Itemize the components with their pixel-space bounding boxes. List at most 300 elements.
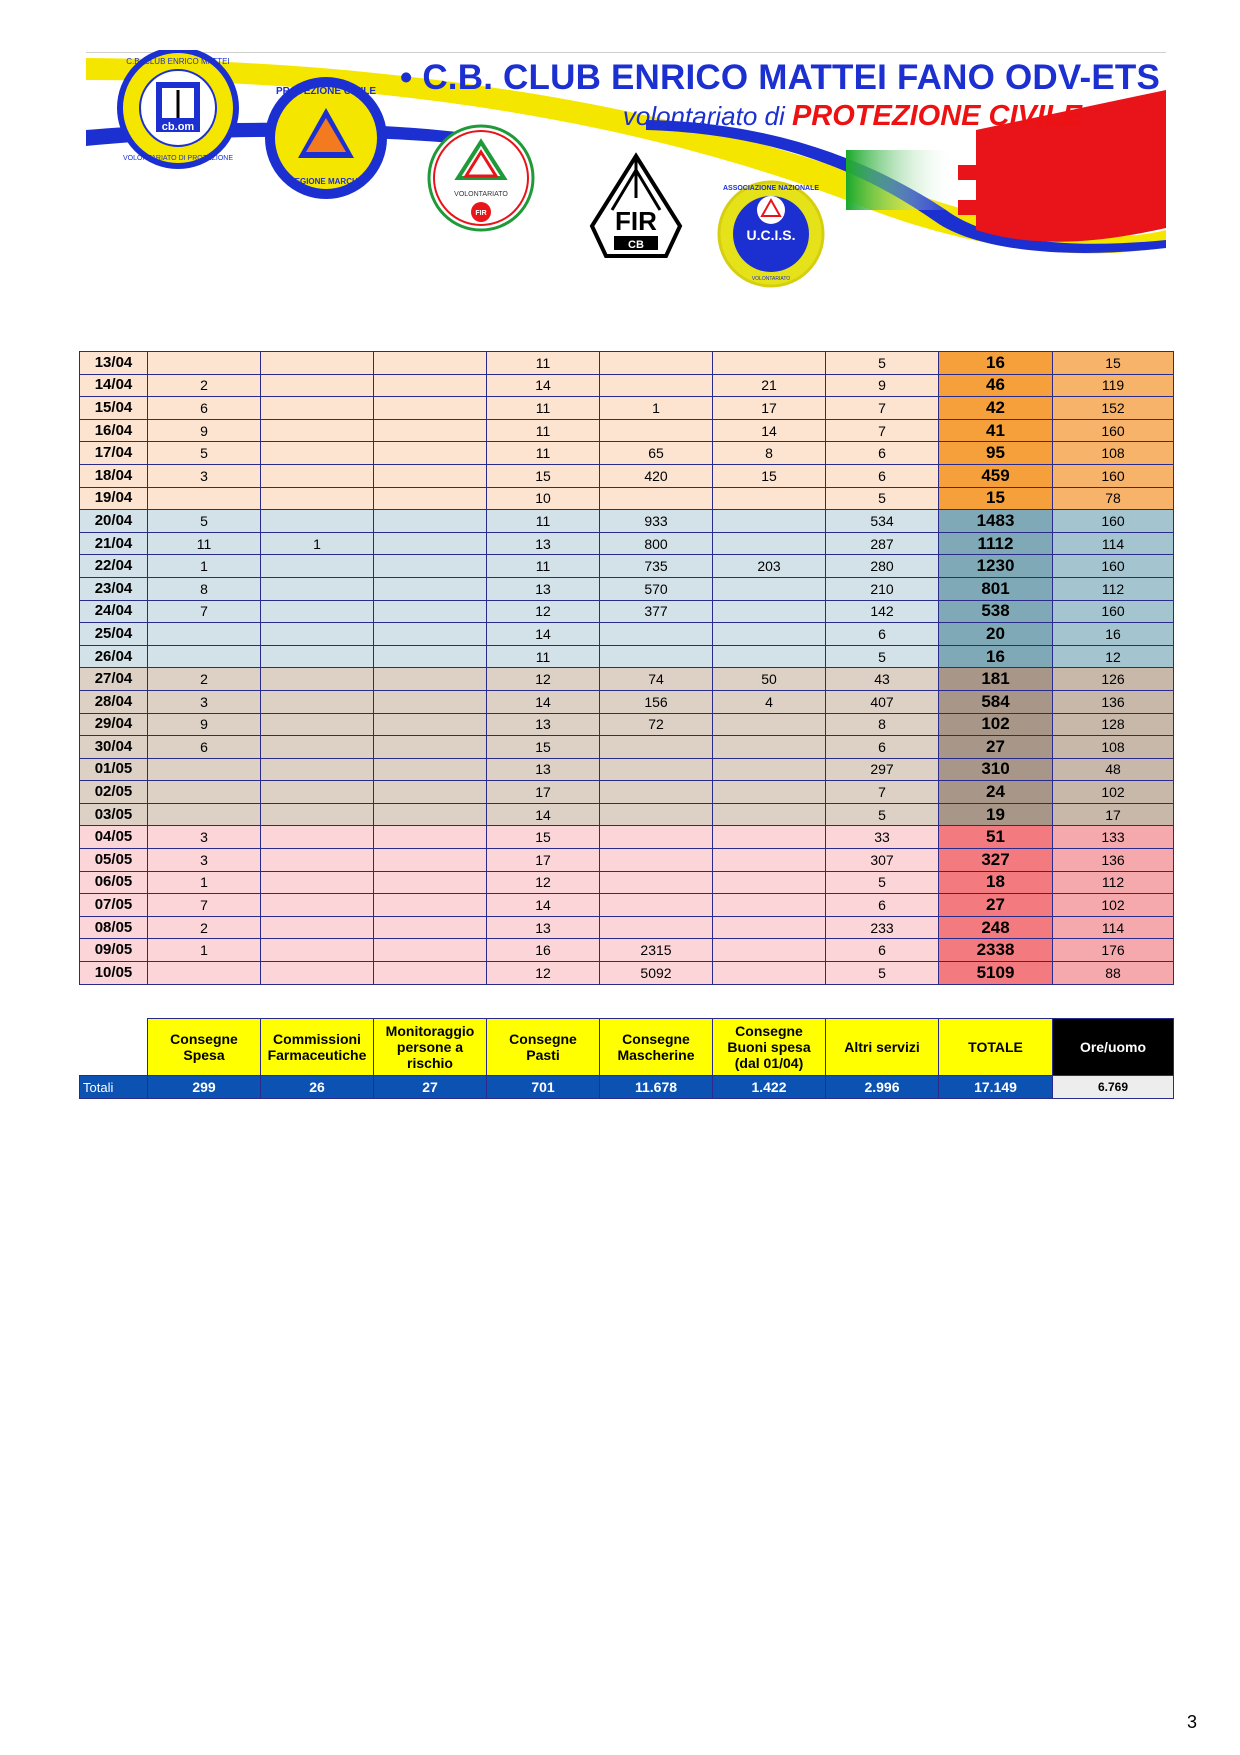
- cell-c3: [374, 916, 487, 939]
- cell-c6: 4: [713, 690, 826, 713]
- row-total: 248: [939, 916, 1053, 939]
- row-date: 01/05: [80, 758, 148, 781]
- row-ore-uomo: 160: [1053, 464, 1174, 487]
- cell-c6: [713, 781, 826, 804]
- cell-c2: [261, 600, 374, 623]
- cell-c1: 2: [148, 374, 261, 397]
- cell-c6: [713, 803, 826, 826]
- row-ore-uomo: 119: [1053, 374, 1174, 397]
- cell-c3: [374, 600, 487, 623]
- cell-c4: 11: [487, 555, 600, 578]
- cell-c4: 14: [487, 690, 600, 713]
- row-total: 16: [939, 645, 1053, 668]
- cell-c3: [374, 352, 487, 375]
- row-ore-uomo: 160: [1053, 419, 1174, 442]
- table-row: [80, 826, 1174, 849]
- cell-c4: 11: [487, 419, 600, 442]
- row-date: 28/04: [80, 690, 148, 713]
- table-row: [80, 464, 1174, 487]
- cell-c5: [600, 419, 713, 442]
- cell-c2: [261, 803, 374, 826]
- cell-c1: 3: [148, 849, 261, 872]
- cell-c7: 5: [826, 352, 939, 375]
- row-date: 21/04: [80, 532, 148, 555]
- svg-text:PROTEZIONE CIVILE: PROTEZIONE CIVILE: [275, 86, 377, 97]
- row-ore-uomo: 102: [1053, 781, 1174, 804]
- svg-text:ASSOCIAZIONE NAZIONALE: ASSOCIAZIONE NAZIONALE: [722, 185, 820, 192]
- cell-c4: 14: [487, 894, 600, 917]
- cell-c3: [374, 849, 487, 872]
- cell-c6: [713, 510, 826, 533]
- row-ore-uomo: 108: [1053, 736, 1174, 759]
- cell-c7: 33: [826, 826, 939, 849]
- summary-header-cell: Consegne Pasti: [487, 1019, 600, 1076]
- cell-c4: 13: [487, 577, 600, 600]
- summary-total-cell: 27: [374, 1076, 487, 1099]
- cell-c7: 7: [826, 397, 939, 420]
- row-ore-uomo: 160: [1053, 555, 1174, 578]
- cell-c3: [374, 758, 487, 781]
- summary-header-cell: Monitoraggio persone a rischio: [374, 1019, 487, 1076]
- cell-c1: 5: [148, 442, 261, 465]
- cell-c7: 7: [826, 419, 939, 442]
- row-total: 51: [939, 826, 1053, 849]
- row-total: 5109: [939, 962, 1053, 985]
- cell-c6: [713, 736, 826, 759]
- svg-text:cb.om: cb.om: [161, 121, 195, 133]
- cell-c5: [600, 645, 713, 668]
- cell-c7: 5: [826, 487, 939, 510]
- protezione-civile-marche-logo: [270, 82, 382, 194]
- cell-c5: 377: [600, 600, 713, 623]
- cell-c5: [600, 826, 713, 849]
- row-ore-uomo: 176: [1053, 939, 1174, 962]
- row-ore-uomo: 136: [1053, 849, 1174, 872]
- cell-c5: 74: [600, 668, 713, 691]
- table-row: [80, 849, 1174, 872]
- cell-c7: 6: [826, 464, 939, 487]
- cell-c2: [261, 826, 374, 849]
- cell-c2: [261, 894, 374, 917]
- green-fade: [846, 150, 956, 210]
- summary-header-cell: TOTALE: [939, 1019, 1053, 1076]
- cell-c5: [600, 374, 713, 397]
- table-row: [80, 374, 1174, 397]
- cell-c5: 933: [600, 510, 713, 533]
- cell-c6: [713, 916, 826, 939]
- cell-c5: 420: [600, 464, 713, 487]
- cell-c7: 6: [826, 894, 939, 917]
- cell-c5: [600, 736, 713, 759]
- subtitle-prefix: volontariato di: [622, 101, 792, 131]
- cell-c2: [261, 962, 374, 985]
- cell-c2: [261, 419, 374, 442]
- summary-header-cell: Commissioni Farmaceutiche: [261, 1019, 374, 1076]
- table-row: [80, 487, 1174, 510]
- row-ore-uomo: 160: [1053, 600, 1174, 623]
- cell-c4: 13: [487, 713, 600, 736]
- row-date: 18/04: [80, 464, 148, 487]
- cell-c5: [600, 758, 713, 781]
- cell-c3: [374, 871, 487, 894]
- cell-c6: 17: [713, 397, 826, 420]
- row-total: 18: [939, 871, 1053, 894]
- cell-c4: 14: [487, 374, 600, 397]
- page-title: • C.B. CLUB ENRICO MATTEI FANO ODV-ETS: [399, 58, 1160, 97]
- cell-c4: 14: [487, 803, 600, 826]
- cell-c2: [261, 916, 374, 939]
- cell-c1: [148, 352, 261, 375]
- cell-c4: 15: [487, 736, 600, 759]
- cell-c1: 2: [148, 916, 261, 939]
- cell-c1: 7: [148, 894, 261, 917]
- cell-c6: [713, 487, 826, 510]
- row-total: 584: [939, 690, 1053, 713]
- row-date: 25/04: [80, 623, 148, 646]
- subtitle-emphasis: PROTEZIONE CIVILE: [791, 100, 1082, 132]
- cell-c3: [374, 826, 487, 849]
- ucis-logo: [719, 182, 823, 286]
- row-total: 1112: [939, 532, 1053, 555]
- cell-c1: [148, 781, 261, 804]
- svg-text:REGIONE MARCHE: REGIONE MARCHE: [288, 177, 364, 186]
- cell-c3: [374, 510, 487, 533]
- cell-c3: [374, 962, 487, 985]
- cell-c6: [713, 623, 826, 646]
- table-row: [80, 577, 1174, 600]
- cell-c2: [261, 374, 374, 397]
- cell-c2: [261, 713, 374, 736]
- cell-c1: [148, 962, 261, 985]
- summary-total-cell: 701: [487, 1076, 600, 1099]
- cell-c2: [261, 668, 374, 691]
- cell-c3: [374, 781, 487, 804]
- cell-c7: 210: [826, 577, 939, 600]
- cell-c2: 1: [261, 532, 374, 555]
- cell-c5: 800: [600, 532, 713, 555]
- cell-c1: [148, 623, 261, 646]
- cell-c7: 9: [826, 374, 939, 397]
- cell-c6: [713, 962, 826, 985]
- row-ore-uomo: 78: [1053, 487, 1174, 510]
- cell-c4: 17: [487, 781, 600, 804]
- cell-c2: [261, 352, 374, 375]
- cell-c6: [713, 532, 826, 555]
- cell-c1: 5: [148, 510, 261, 533]
- summary-total-cell: 26: [261, 1076, 374, 1099]
- cell-c3: [374, 623, 487, 646]
- row-total: 46: [939, 374, 1053, 397]
- row-date: 05/05: [80, 849, 148, 872]
- row-total: 19: [939, 803, 1053, 826]
- cell-c2: [261, 510, 374, 533]
- cell-c1: 9: [148, 419, 261, 442]
- cell-c2: [261, 871, 374, 894]
- cell-c4: 12: [487, 871, 600, 894]
- cell-c5: [600, 487, 713, 510]
- row-date: 15/04: [80, 397, 148, 420]
- cell-c7: 5: [826, 962, 939, 985]
- cell-c4: 11: [487, 397, 600, 420]
- cell-c3: [374, 397, 487, 420]
- svg-text:C.B. CLUB ENRICO MATTEI: C.B. CLUB ENRICO MATTEI: [126, 57, 230, 66]
- row-date: 06/05: [80, 871, 148, 894]
- cell-c4: 10: [487, 487, 600, 510]
- summary-totals-row: [80, 1076, 1174, 1099]
- row-total: 1230: [939, 555, 1053, 578]
- cell-c7: 6: [826, 442, 939, 465]
- cell-c2: [261, 849, 374, 872]
- cell-c6: 8: [713, 442, 826, 465]
- svg-text:U.C.I.S.: U.C.I.S.: [746, 227, 796, 243]
- table-row: [80, 532, 1174, 555]
- row-date: 10/05: [80, 962, 148, 985]
- row-date: 09/05: [80, 939, 148, 962]
- table-row: [80, 600, 1174, 623]
- cell-c6: 14: [713, 419, 826, 442]
- summary-table: [79, 1018, 1174, 1099]
- cell-c3: [374, 736, 487, 759]
- cell-c7: 7: [826, 781, 939, 804]
- svg-text:FIR: FIR: [475, 210, 487, 217]
- cell-c7: 233: [826, 916, 939, 939]
- summary-total-cell: 299: [148, 1076, 261, 1099]
- cell-c4: 15: [487, 826, 600, 849]
- cell-c3: [374, 555, 487, 578]
- table-row: [80, 713, 1174, 736]
- row-date: 20/04: [80, 510, 148, 533]
- table-row: [80, 939, 1174, 962]
- cell-c5: 1: [600, 397, 713, 420]
- cb-club-logo: [120, 50, 236, 166]
- summary-total-cell: 11.678: [600, 1076, 713, 1099]
- row-ore-uomo: 102: [1053, 894, 1174, 917]
- table-row: [80, 781, 1174, 804]
- cell-c2: [261, 397, 374, 420]
- cell-c2: [261, 487, 374, 510]
- row-date: 14/04: [80, 374, 148, 397]
- cell-c6: [713, 352, 826, 375]
- row-ore-uomo: 112: [1053, 871, 1174, 894]
- cell-c1: [148, 758, 261, 781]
- cell-c1: 11: [148, 532, 261, 555]
- row-date: 23/04: [80, 577, 148, 600]
- cell-c4: 16: [487, 939, 600, 962]
- cell-c2: [261, 736, 374, 759]
- cell-c2: [261, 690, 374, 713]
- row-ore-uomo: 128: [1053, 713, 1174, 736]
- cell-c4: 12: [487, 600, 600, 623]
- cell-c1: 8: [148, 577, 261, 600]
- cell-c3: [374, 464, 487, 487]
- row-date: 02/05: [80, 781, 148, 804]
- cell-c6: [713, 894, 826, 917]
- cell-c4: 12: [487, 962, 600, 985]
- cell-c3: [374, 668, 487, 691]
- cell-c5: [600, 803, 713, 826]
- cell-c3: [374, 894, 487, 917]
- cell-c5: 2315: [600, 939, 713, 962]
- svg-text:VOLONTARIATO: VOLONTARIATO: [751, 276, 791, 282]
- cell-c4: 14: [487, 623, 600, 646]
- cell-c6: [713, 826, 826, 849]
- table-row: [80, 352, 1174, 375]
- summary-header-row: [80, 1019, 1174, 1076]
- cell-c5: [600, 623, 713, 646]
- page-number: 3: [1187, 1712, 1198, 1732]
- row-ore-uomo: 152: [1053, 397, 1174, 420]
- summary-total-cell: 1.422: [713, 1076, 826, 1099]
- cell-c5: [600, 871, 713, 894]
- svg-text:CB: CB: [628, 239, 644, 251]
- row-total: 459: [939, 464, 1053, 487]
- row-ore-uomo: 160: [1053, 510, 1174, 533]
- cell-c1: 1: [148, 555, 261, 578]
- row-ore-uomo: 48: [1053, 758, 1174, 781]
- cell-c4: 15: [487, 464, 600, 487]
- cell-c1: [148, 487, 261, 510]
- row-date: 26/04: [80, 645, 148, 668]
- table-row: [80, 871, 1174, 894]
- volontariato-fir-ser-logo: [429, 126, 533, 230]
- row-date: 17/04: [80, 442, 148, 465]
- cell-c6: 15: [713, 464, 826, 487]
- row-ore-uomo: 112: [1053, 577, 1174, 600]
- table-row: [80, 510, 1174, 533]
- cell-c3: [374, 803, 487, 826]
- cell-c5: 5092: [600, 962, 713, 985]
- row-ore-uomo: 12: [1053, 645, 1174, 668]
- summary-total-cell: 17.149: [939, 1076, 1053, 1099]
- cell-c7: 280: [826, 555, 939, 578]
- cell-c6: [713, 600, 826, 623]
- row-ore-uomo: 136: [1053, 690, 1174, 713]
- cell-c1: 3: [148, 690, 261, 713]
- cell-c5: [600, 352, 713, 375]
- cell-c6: 21: [713, 374, 826, 397]
- cell-c7: 6: [826, 939, 939, 962]
- row-total: 538: [939, 600, 1053, 623]
- table-row: [80, 555, 1174, 578]
- daily-activity-table: [79, 351, 1174, 985]
- cell-c4: 12: [487, 668, 600, 691]
- cell-c3: [374, 532, 487, 555]
- row-date: 27/04: [80, 668, 148, 691]
- cell-c4: 11: [487, 442, 600, 465]
- cell-c1: 1: [148, 871, 261, 894]
- cell-c2: [261, 464, 374, 487]
- row-total: 27: [939, 736, 1053, 759]
- table-row: [80, 690, 1174, 713]
- page-subtitle: [470, 100, 1082, 133]
- cell-c6: 203: [713, 555, 826, 578]
- row-total: 15: [939, 487, 1053, 510]
- cell-c4: 17: [487, 849, 600, 872]
- row-total: 41: [939, 419, 1053, 442]
- cell-c6: [713, 713, 826, 736]
- row-ore-uomo: 108: [1053, 442, 1174, 465]
- row-ore-uomo: 88: [1053, 962, 1174, 985]
- cell-c1: 3: [148, 826, 261, 849]
- row-ore-uomo: 126: [1053, 668, 1174, 691]
- row-total: 16: [939, 352, 1053, 375]
- cell-c7: 8: [826, 713, 939, 736]
- row-date: 22/04: [80, 555, 148, 578]
- cell-c4: 13: [487, 916, 600, 939]
- cell-c6: [713, 577, 826, 600]
- row-ore-uomo: 16: [1053, 623, 1174, 646]
- cell-c4: 11: [487, 352, 600, 375]
- table-row: [80, 442, 1174, 465]
- cell-c3: [374, 690, 487, 713]
- table-row: [80, 803, 1174, 826]
- summary-header-cell: Consegne Buoni spesa (dal 01/04): [713, 1019, 826, 1076]
- row-date: 03/05: [80, 803, 148, 826]
- cell-c5: [600, 894, 713, 917]
- cell-c5: [600, 849, 713, 872]
- cell-c7: 5: [826, 645, 939, 668]
- row-total: 27: [939, 894, 1053, 917]
- cell-c6: [713, 758, 826, 781]
- cell-c2: [261, 555, 374, 578]
- cell-c5: [600, 916, 713, 939]
- row-total: 24: [939, 781, 1053, 804]
- row-date: 30/04: [80, 736, 148, 759]
- summary-header-cell: Consegne Mascherine: [600, 1019, 713, 1076]
- row-total: 42: [939, 397, 1053, 420]
- summary-total-cell: 6.769: [1053, 1076, 1174, 1099]
- cell-c7: 6: [826, 623, 939, 646]
- row-date: 13/04: [80, 352, 148, 375]
- cell-c2: [261, 623, 374, 646]
- cell-c3: [374, 487, 487, 510]
- table-row: [80, 645, 1174, 668]
- cell-c3: [374, 713, 487, 736]
- row-total: 801: [939, 577, 1053, 600]
- row-ore-uomo: 133: [1053, 826, 1174, 849]
- cell-c4: 11: [487, 510, 600, 533]
- cell-c7: 5: [826, 803, 939, 826]
- row-ore-uomo: 15: [1053, 352, 1174, 375]
- row-date: 08/05: [80, 916, 148, 939]
- cell-c7: 142: [826, 600, 939, 623]
- cell-c2: [261, 781, 374, 804]
- table-row: [80, 736, 1174, 759]
- row-total: 310: [939, 758, 1053, 781]
- svg-text:VOLONTARIATO: VOLONTARIATO: [454, 191, 508, 198]
- cell-c5: 72: [600, 713, 713, 736]
- fir-cb-logo: [592, 156, 680, 256]
- table-row: [80, 916, 1174, 939]
- cell-c7: 5: [826, 871, 939, 894]
- summary-header-cell: Ore/uomo: [1053, 1019, 1174, 1076]
- cell-c7: 6: [826, 736, 939, 759]
- cell-c3: [374, 577, 487, 600]
- cell-c5: 570: [600, 577, 713, 600]
- cell-c2: [261, 442, 374, 465]
- cell-c6: [713, 645, 826, 668]
- svg-text:VOLONTARIATO DI PROTEZIONE: VOLONTARIATO DI PROTEZIONE: [122, 155, 234, 162]
- cell-c5: [600, 781, 713, 804]
- row-total: 181: [939, 668, 1053, 691]
- cell-c1: 9: [148, 713, 261, 736]
- row-date: 16/04: [80, 419, 148, 442]
- row-date: 07/05: [80, 894, 148, 917]
- row-date: 19/04: [80, 487, 148, 510]
- row-total: 95: [939, 442, 1053, 465]
- row-ore-uomo: 17: [1053, 803, 1174, 826]
- row-ore-uomo: 114: [1053, 916, 1174, 939]
